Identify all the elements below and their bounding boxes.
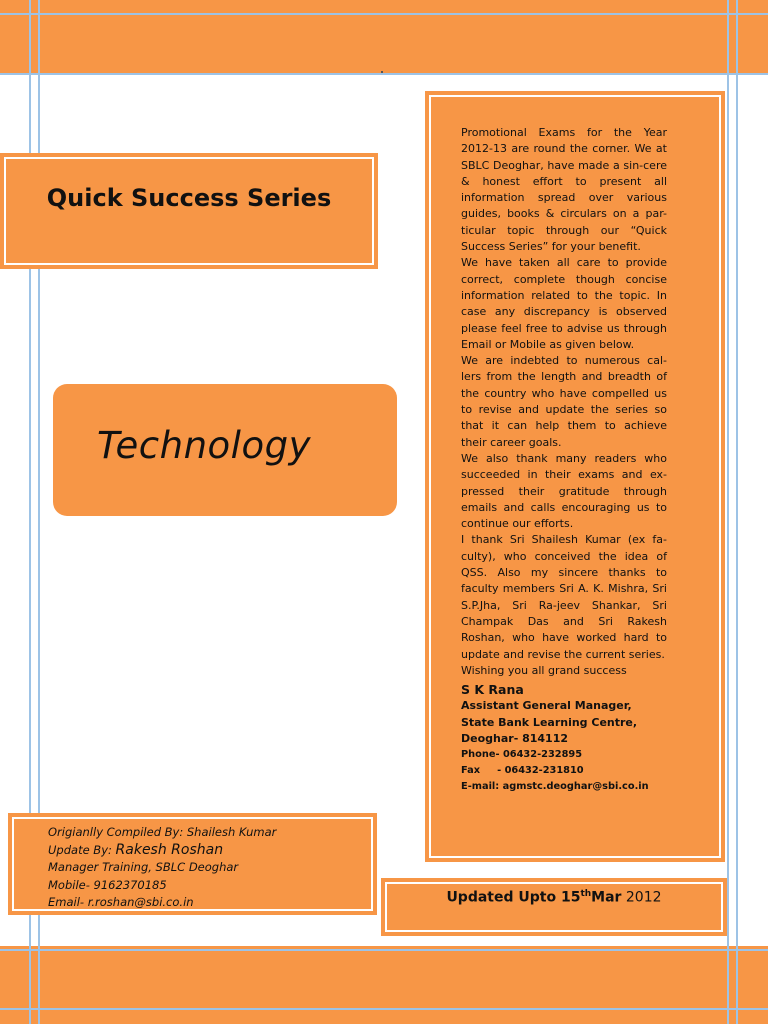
updated-text xyxy=(381,889,727,906)
updated-year: 2012 xyxy=(621,889,662,906)
bottom-band xyxy=(0,946,768,1024)
credits-text xyxy=(48,824,276,912)
updated-prefix: Updated Upto 15 xyxy=(446,889,581,906)
message-paragraph: Promotional Exams for the Year 2012-13 are round the corner. We at SBLC Deoghar, have made a sin-cere & honest effort to present all information spread over various guides, books & circulars on a par-ticular topic through our “Quick Success Series” for your benefit. xyxy=(461,126,667,254)
credits-compiled: Origianlly Compiled By: Shailesh Kumar xyxy=(48,825,277,839)
message-paragraph: Wishing you all grand success xyxy=(461,663,627,677)
bottom-rule-2 xyxy=(0,1008,768,1010)
top-band xyxy=(0,0,768,75)
signature-designation: Assistant General Manager, xyxy=(461,699,632,713)
message-paragraph: I thank Sri Shailesh Kumar (ex fa-culty), who conceived the idea of QSS. Also my sincere thanks to faculty members Sri A. K. Mishra, Sri S.P.Jha, Sri Ra-jeev Shankar, Sri Champak Das and Sri Rakesh Roshan, who have worked hard to update and revise the current series. xyxy=(461,533,667,661)
signature-email: E-mail: agmstc.deoghar@sbi.co.in xyxy=(461,781,649,793)
signature-name: S K Rana xyxy=(461,682,524,698)
credits-role: Manager Training, SBLC Deoghar xyxy=(48,860,239,874)
credits-update-label: Update By: xyxy=(48,842,116,857)
credits-update-name: Rakesh Roshan xyxy=(115,841,224,858)
updated-sup: th xyxy=(580,889,592,899)
message-paragraph: We also thank many readers who succeeded in their exams and ex-pressed their gratitude through emails and calls encouraging us to continue our efforts. xyxy=(461,451,667,531)
series-title-box xyxy=(0,153,378,269)
message-text xyxy=(461,125,667,795)
updated-month: Mar xyxy=(591,889,622,906)
credits-update xyxy=(48,842,276,860)
topic-title: Technology xyxy=(97,424,311,467)
signature-org: State Bank Learning Centre, xyxy=(461,715,638,729)
signature-fax: Fax - 06432-231810 xyxy=(461,765,584,777)
top-rule-1 xyxy=(0,13,768,15)
right-rule-2 xyxy=(736,0,738,1024)
message-paragraph: We are indebted to numerous cal-lers from the length and breadth of the country who have compelled us to revise and update the series so that it can help them to achieve their career goals. xyxy=(461,354,667,449)
credits-email: Email- r.roshan@sbi.co.in xyxy=(48,895,194,909)
topic-box xyxy=(53,384,397,516)
signature-city: Deoghar- 814112 xyxy=(461,731,569,745)
stray-mark xyxy=(381,71,383,73)
top-rule-2 xyxy=(0,73,768,75)
credits-mobile: Mobile- 9162370185 xyxy=(48,877,167,892)
message-paragraph: We have taken all care to provide correct, complete though concise information related to the topic. In case any discrepancy is observed please feel free to advise us through Email or Mobile as given below. xyxy=(461,256,667,351)
series-title: Quick Success Series xyxy=(46,184,332,212)
right-rule-1 xyxy=(727,0,729,1024)
updated-box xyxy=(381,878,727,936)
bottom-rule-1 xyxy=(0,949,768,951)
signature-phone: Phone- 06432-232895 xyxy=(461,749,583,761)
